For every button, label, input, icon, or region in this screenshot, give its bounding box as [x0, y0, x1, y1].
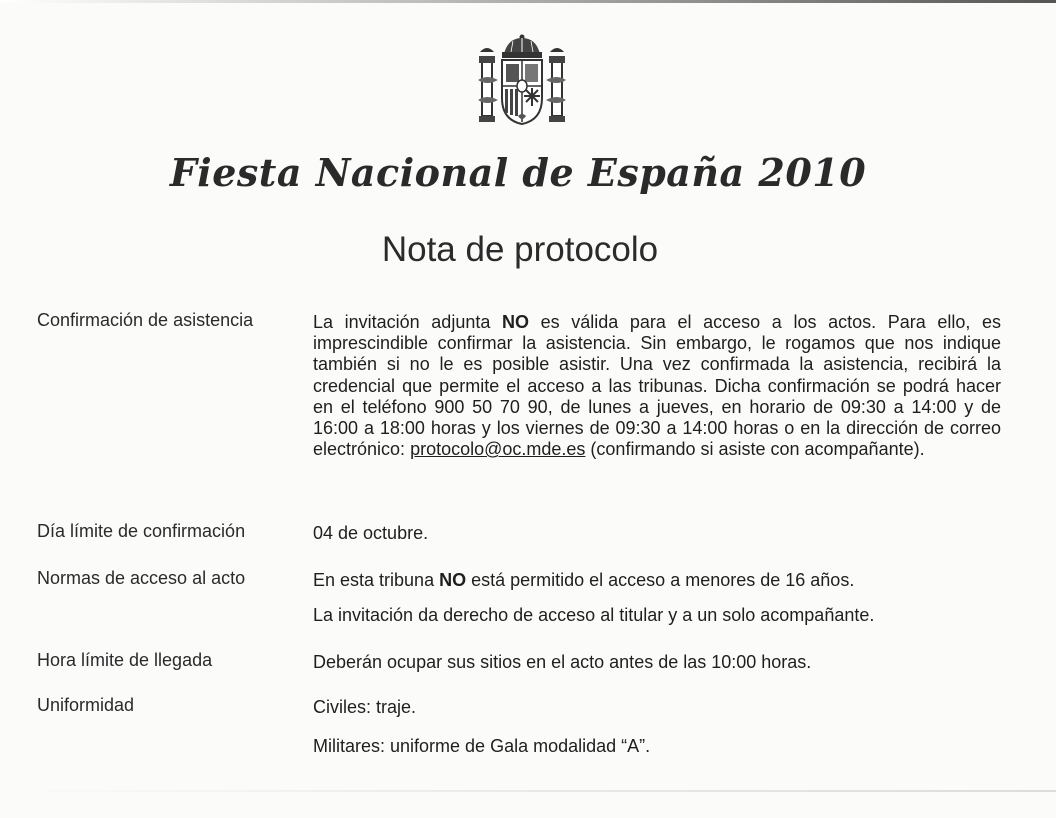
- label-dia-limite: Día límite de confirmación: [37, 521, 246, 541]
- value-dia-limite: 04 de octubre.: [313, 523, 429, 543]
- paragraph-confirmacion-asistencia: [313, 312, 1001, 460]
- label-confirmacion-asistencia: Confirmación de asistencia: [37, 310, 254, 330]
- scan-edge-bottom: [0, 790, 1056, 792]
- paragraph-text-part: La invitación adjunta: [313, 312, 502, 332]
- paragraph-text-part: (confirmando si asiste con acompañante).: [585, 439, 925, 460]
- label-hora-limite: Hora límite de llegada: [37, 650, 213, 670]
- value-normas-line-1: [313, 569, 854, 591]
- normas-text-part: En esta tribuna: [313, 570, 440, 590]
- scan-edge-top: [0, 0, 1056, 3]
- value-uniformidad-militares: Militares: uniforme de Gala modalidad “A”.: [313, 736, 651, 756]
- paragraph-text-part: es válida para el acceso a los actos. Para ello, es imprescindible confirmar la asistencia. Sin embargo, le rogamos que nos indique también si no le es posible asistir. Una vez confirmada la asistencia, recibirá la credencial que permite el acceso a las tribunas. Dicha confirmación se podrá hacer en el teléfono 900 50 70 90, de lunes a jueves, en horario de 09:30 a 14:00 y de 16:00 a 18:00 horas y los viernes de 09:30 a 14:00 horas o en la dirección de correo electrónico:: [313, 312, 1002, 460]
- label-normas-acceso: Normas de acceso al acto: [37, 568, 246, 588]
- coat-of-arms-icon: [474, 34, 570, 128]
- value-hora-limite: Deberán ocupar sus sitios en el acto antes de las 10:00 horas.: [313, 652, 812, 672]
- document-subtitle: Nota de protocolo: [381, 230, 659, 269]
- email-link[interactable]: protocolo@oc.mde.es: [410, 439, 586, 460]
- value-normas-line-2: La invitación da derecho de acceso al titular y a un solo acompañante.: [313, 605, 875, 625]
- emphasis-no: NO: [439, 570, 467, 590]
- document-title: Fiesta Nacional de España 2010: [169, 150, 867, 195]
- value-uniformidad-civiles: Civiles: traje.: [313, 697, 417, 717]
- emphasis-no: NO: [501, 312, 529, 332]
- normas-text-part: está permitido el acceso a menores de 16 años.: [466, 570, 855, 590]
- label-uniformidad: Uniformidad: [37, 695, 135, 715]
